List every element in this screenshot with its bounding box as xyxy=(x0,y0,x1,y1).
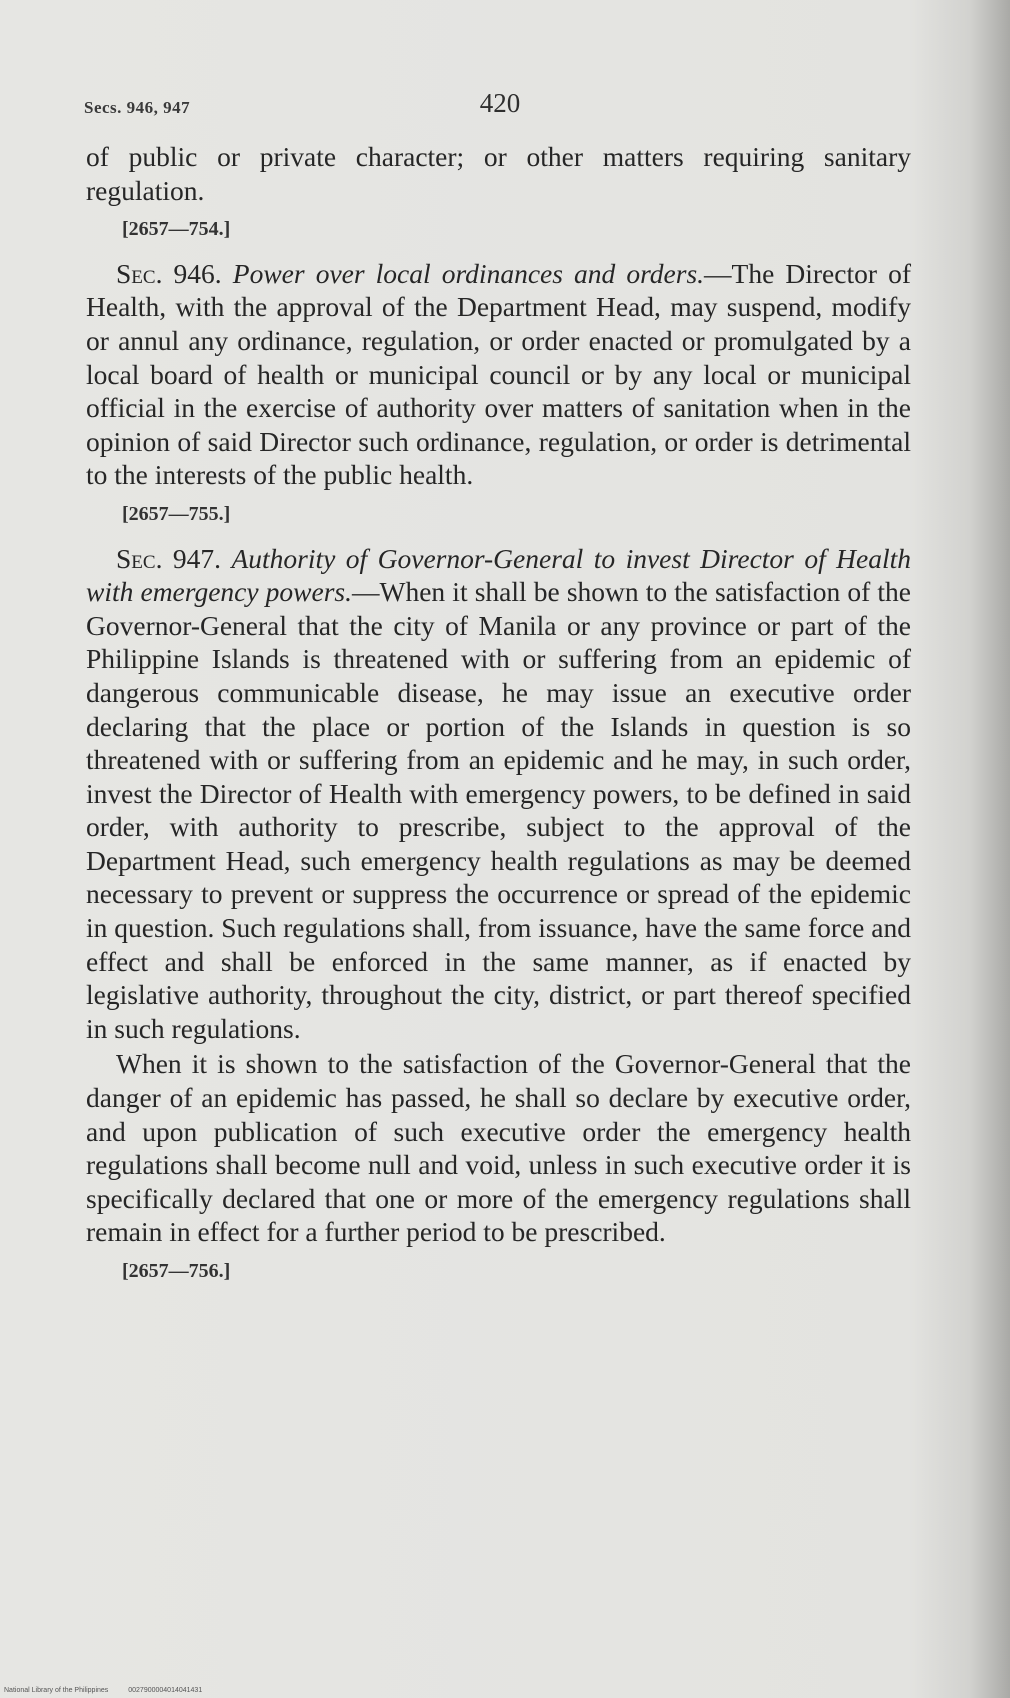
citation-755: [2657—755.] xyxy=(122,502,231,525)
section-946-body: —The Director of Health, with the approval of the Department Head, may suspend, modify or annul any ordinance, regulation, or order enacted or promulgated by a local board of health or municipal council or by any local or municipal official in the exercise of authority over matters of sanitation when in the opinion of said Director such ordinance, regulation, or order is detrimental to the interests of the public health. xyxy=(86,257,912,491)
section-946 xyxy=(86,257,911,492)
section-947-body: —When it shall be shown to the satisfaction of the Governor-General that the city of Manila or any province or part of the Philippine Islands is threatened with or suffering from an epidemic of dangerous communicable disease, he may issue an executive order declaring that the place or portion of the Islands in question is so threatened with or suffering from an epidemic and he may, in such order, invest the Director of Health with emergency powers, to be defined in said order, with authority to prescribe, subject to the approval of the Department Head, such emergency health regulations as may be deemed necessary to prevent or suppress the occurrence or spread of the epidemic in question. Such regulations shall, from issuance, have the same force and effect and shall be enforced in the same manner, as if enacted by legislative authority, throughout the city, district, or part thereof specified in such regulations. xyxy=(86,576,911,1044)
page-number: 420 xyxy=(479,88,521,118)
section-947-title: Authority of Governor-General to invest Director of Health with emergency powers. xyxy=(86,542,912,608)
citation-756: [2657—756.] xyxy=(122,1260,231,1282)
section-947 xyxy=(86,542,911,1046)
section-946-label: Sec. 946. xyxy=(116,257,222,289)
section-947-paragraph-2: When it is shown to the satisfaction of the Governor-General that the danger of an epidemic has passed, he shall so declare by executive order, and upon publication of such executive order the emergency health regulations shall become null and void, unless in such executive order it is specifically declared that one or more of the emergency regulations shall remain in effect for a further period to be prescribed. xyxy=(86,1048,911,1248)
library-credit: National Library of the Philippines xyxy=(4,1687,109,1694)
section-947-label: Sec. 947. xyxy=(116,542,222,574)
page-body xyxy=(86,140,911,1299)
scan-code: 0027900004014041431 xyxy=(128,1687,203,1694)
section-946-title: Power over local ordinances and orders. xyxy=(232,257,705,289)
citation-754: [2657—754.] xyxy=(122,218,231,241)
scan-footer xyxy=(4,1687,220,1694)
running-head: Secs. 946, 947 xyxy=(84,98,191,117)
continuation-paragraph: of public or private character; or other matters requiring sanitary regulation. xyxy=(86,141,911,206)
